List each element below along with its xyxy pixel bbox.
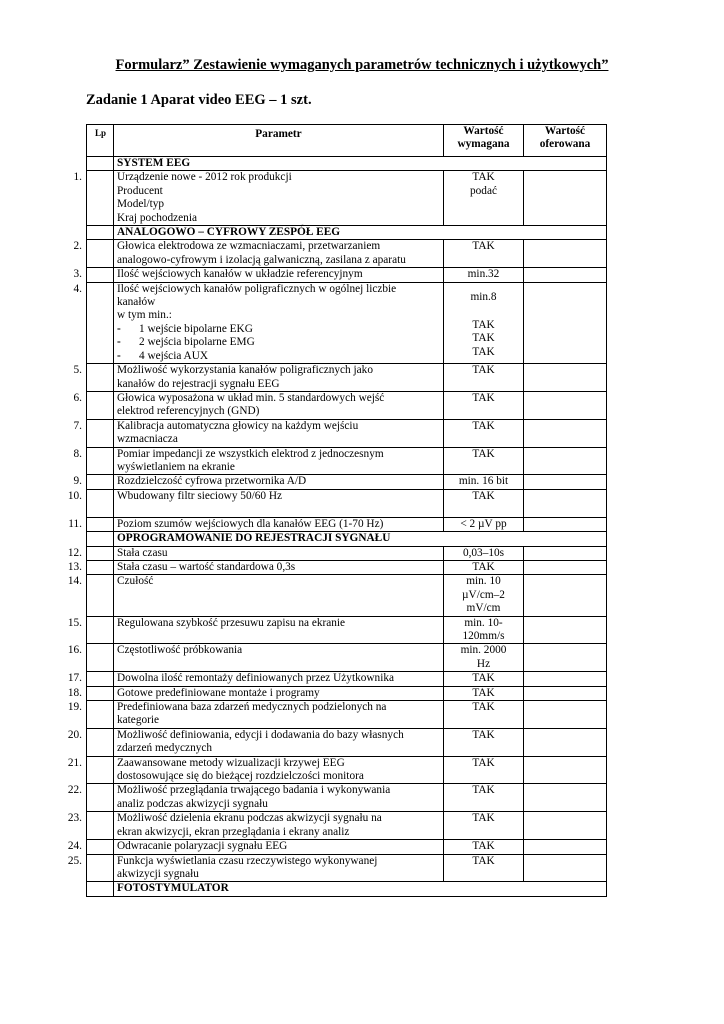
- row-number: 22.: [67, 784, 82, 797]
- row-required: TAK: [444, 672, 524, 686]
- row-offered[interactable]: [524, 701, 607, 729]
- row-offered[interactable]: [524, 391, 607, 419]
- row-offered[interactable]: [524, 686, 607, 700]
- row-required: TAK: [444, 812, 524, 840]
- table-row: [87, 475, 607, 489]
- table-row: [87, 672, 607, 686]
- row-parameter: Ilość wejściowych kanałów w układzie referencyjnym: [114, 268, 444, 282]
- table-row: [87, 644, 607, 672]
- row-number: 17.: [67, 672, 82, 685]
- row-number: 8.: [73, 447, 82, 460]
- table-row: [87, 840, 607, 854]
- row-required: min.32: [444, 268, 524, 282]
- table-row: [87, 282, 607, 363]
- row-number: 25.: [67, 854, 82, 867]
- row-parameter: Predefiniowana baza zdarzeń medycznych podzielonych na kategorie: [114, 701, 444, 729]
- row-required: TAK: [444, 840, 524, 854]
- list-item: - 4 wejścia AUX: [117, 349, 209, 362]
- table-row: [87, 171, 607, 226]
- row-required: min. 16 bit: [444, 475, 524, 489]
- row-number: 1.: [73, 171, 82, 184]
- row-parameter: Możliwość definiowania, edycji i dodawania do bazy własnych zdarzeń medycznych: [114, 728, 444, 756]
- row-offered[interactable]: [524, 854, 607, 882]
- row-required: TAK: [444, 728, 524, 756]
- row-number: 16.: [67, 644, 82, 657]
- table-header-row: [87, 125, 607, 157]
- row-parameter: Stała czasu: [114, 546, 444, 560]
- row-number: 14.: [67, 575, 82, 588]
- row-required: < 2 µV pp: [444, 517, 524, 531]
- row-number: 2.: [73, 240, 82, 253]
- row-required: TAK: [444, 447, 524, 475]
- row-offered[interactable]: [524, 728, 607, 756]
- row-parameter: Pomiar impedancji ze wszystkich elektrod z jednoczesnym wyświetlaniem na ekranie: [114, 447, 444, 475]
- row-required: TAK: [444, 391, 524, 419]
- section-row: [87, 157, 607, 171]
- table-row: [87, 812, 607, 840]
- row-number: 11.: [68, 517, 82, 530]
- row-parameter: Stała czasu – wartość standardowa 0,3s: [114, 560, 444, 574]
- row-offered[interactable]: [524, 517, 607, 531]
- row-parameter: Poziom szumów wejściowych dla kanałów EEG (1-70 Hz): [114, 517, 444, 531]
- row-offered[interactable]: [524, 419, 607, 447]
- list-item: - 1 wejście bipolarne EKG: [117, 322, 253, 335]
- row-required: TAK: [444, 419, 524, 447]
- row-number: 6.: [73, 391, 82, 404]
- row-offered[interactable]: [524, 546, 607, 560]
- row-parameter: Urządzenie nowe - 2012 rok produkcji Producent Model/typ Kraj pochodzenia: [114, 171, 444, 226]
- table-row: [87, 854, 607, 882]
- table-row: [87, 575, 607, 616]
- row-parameter: Częstotliwość próbkowania: [114, 644, 444, 672]
- row-number: 5.: [73, 364, 82, 377]
- table-row: [87, 686, 607, 700]
- row-required: TAK: [444, 784, 524, 812]
- row-offered[interactable]: [524, 784, 607, 812]
- row-parameter: Możliwość wykorzystania kanałów poligraficznych jako kanałów do rejestracji sygnału EEG: [114, 364, 444, 392]
- table-row: [87, 268, 607, 282]
- row-required: min. 10 µV/cm–2 mV/cm: [444, 575, 524, 616]
- row-offered[interactable]: [524, 364, 607, 392]
- row-parameter: Możliwość dzielenia ekranu podczas akwizycji sygnału na ekran akwizycji, ekran przeglądania i ekrany analiz: [114, 812, 444, 840]
- row-required: min. 10- 120mm/s: [444, 616, 524, 644]
- row-parameter: Dowolna ilość remontaży definiowanych przez Użytkownika: [114, 672, 444, 686]
- row-number: 18.: [67, 686, 82, 699]
- row-parameter: Wbudowany filtr sieciowy 50/60 Hz: [114, 489, 444, 517]
- table-row: [87, 784, 607, 812]
- row-required: TAK: [444, 560, 524, 574]
- row-required: TAK podać: [444, 171, 524, 226]
- row-number: 13.: [67, 560, 82, 573]
- row-number: 10.: [67, 489, 82, 502]
- row-offered[interactable]: [524, 756, 607, 784]
- section-title: FOTOSTYMULATOR: [114, 882, 607, 896]
- table-row: [87, 364, 607, 392]
- row-offered[interactable]: [524, 644, 607, 672]
- section-title: SYSTEM EEG: [114, 157, 607, 171]
- parameters-table: [67, 124, 607, 897]
- section-row: [87, 882, 607, 896]
- row-required: TAK: [444, 240, 524, 268]
- row-offered[interactable]: [524, 268, 607, 282]
- header-lp: Lp: [87, 125, 114, 157]
- document-subtitle: Zadanie 1 Aparat video EEG – 1 szt.: [86, 92, 312, 108]
- row-required: min. 2000 Hz: [444, 644, 524, 672]
- row-parameter: Ilość wejściowych kanałów poligraficznych w ogólnej liczbie kanałów w tym min.: - 1 wejście bipolarne EKG - 2 wejścia bipolarne EMG - 4 wejścia AUX: [114, 282, 444, 363]
- table-row: [87, 489, 607, 517]
- row-parameter: Funkcja wyświetlania czasu rzeczywistego wykonywanej akwizycji sygnału: [114, 854, 444, 882]
- section-row: [87, 226, 607, 240]
- row-offered[interactable]: [524, 489, 607, 517]
- row-parameter: Czułość: [114, 575, 444, 616]
- row-number: 20.: [67, 728, 82, 741]
- row-number: 24.: [67, 840, 82, 853]
- row-number: 19.: [67, 701, 82, 714]
- row-parameter: Rozdzielczość cyfrowa przetwornika A/D: [114, 475, 444, 489]
- table-row: [87, 419, 607, 447]
- section-row: [87, 532, 607, 546]
- row-required: TAK: [444, 854, 524, 882]
- row-number: 9.: [73, 475, 82, 488]
- row-number: 21.: [67, 756, 82, 769]
- header-required: Wartość wymagana: [444, 125, 524, 157]
- table-row: [87, 546, 607, 560]
- row-offered[interactable]: [524, 240, 607, 268]
- section-title: OPROGRAMOWANIE DO REJESTRACJI SYGNAŁU: [114, 532, 607, 546]
- row-offered[interactable]: [524, 282, 607, 363]
- row-offered[interactable]: [524, 575, 607, 616]
- section-title: ANALOGOWO – CYFROWY ZESPÓŁ EEG: [114, 226, 607, 240]
- row-required: TAK: [444, 756, 524, 784]
- header-param: Parametr: [114, 125, 444, 157]
- row-offered[interactable]: [524, 560, 607, 574]
- table-row: [87, 391, 607, 419]
- row-offered[interactable]: [524, 840, 607, 854]
- table-row: [87, 756, 607, 784]
- row-parameter: Głowica elektrodowa ze wzmacniaczami, przetwarzaniem analogowo-cyfrowym i izolacją galwaniczną, zasilana z aparatu: [114, 240, 444, 268]
- row-required: TAK: [444, 489, 524, 517]
- table-row: [87, 701, 607, 729]
- row-number: 3.: [73, 268, 82, 281]
- table-row: [87, 728, 607, 756]
- row-parameter: Zaawansowane metody wizualizacji krzywej EEG dostosowujące się do bieżącej rozdzielczości monitora: [114, 756, 444, 784]
- row-number: 15.: [67, 616, 82, 629]
- row-required: min.8 TAK TAK TAK: [444, 282, 524, 363]
- table-row: [87, 560, 607, 574]
- row-parameter: Regulowana szybkość przesuwu zapisu na ekranie: [114, 616, 444, 644]
- row-number: 12.: [67, 546, 82, 559]
- table-row: [87, 447, 607, 475]
- row-required: TAK: [444, 686, 524, 700]
- row-parameter: Odwracanie polaryzacji sygnału EEG: [114, 840, 444, 854]
- row-offered[interactable]: [524, 812, 607, 840]
- row-number: 7.: [73, 419, 82, 432]
- row-offered[interactable]: [524, 475, 607, 489]
- row-parameter: Możliwość przeglądania trwającego badania i wykonywania analiz podczas akwizycji sygnału: [114, 784, 444, 812]
- header-offered: Wartość oferowana: [524, 125, 607, 157]
- row-offered[interactable]: [524, 171, 607, 226]
- table-row: [87, 517, 607, 531]
- table-row: [87, 240, 607, 268]
- row-required: TAK: [444, 364, 524, 392]
- row-number: 4.: [73, 282, 82, 295]
- table-row: [87, 616, 607, 644]
- row-offered[interactable]: [524, 616, 607, 644]
- row-number: 23.: [67, 812, 82, 825]
- row-offered[interactable]: [524, 672, 607, 686]
- document-title: Formularz” Zestawienie wymaganych parametrów technicznych i użytkowych”: [115, 57, 609, 73]
- row-parameter: Głowica wyposażona w układ min. 5 standardowych wejść elektrod referencyjnych (GND): [114, 391, 444, 419]
- row-parameter: Kalibracja automatyczna głowicy na każdym wejściu wzmacniacza: [114, 419, 444, 447]
- row-parameter: Gotowe predefiniowane montaże i programy: [114, 686, 444, 700]
- list-item: - 2 wejścia bipolarne EMG: [117, 336, 255, 349]
- row-required: TAK: [444, 701, 524, 729]
- row-offered[interactable]: [524, 447, 607, 475]
- row-required: 0,03–10s: [444, 546, 524, 560]
